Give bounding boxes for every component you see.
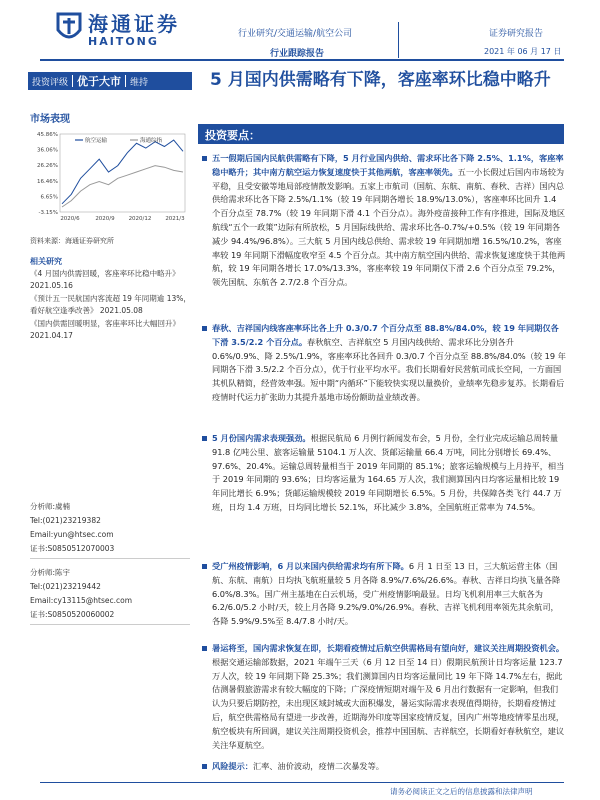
footer-disclaimer: 请务必阅读正文之后的信息披露和法律声明 (390, 787, 533, 796)
related-research-item[interactable] (30, 268, 195, 291)
series-line (62, 166, 183, 207)
related-research-date: 2021.05.08 (97, 305, 143, 315)
x-tick-label: 2020/6 (60, 216, 80, 222)
y-tick-label: 26.26% (37, 163, 58, 170)
point-body: 五一小长假过后国内市场较为平稳，且受安徽等地局部疫情散发影响。五家上市航司（国航、东航、南航、春秋、吉祥）国内总供给需求环比各下降 2.5%/1.1%（较 19 年同期各增长 18.9%/13.0%），客座率环比回升 1.4 个百分点至 78.7%（较 19 年同期下滑 4.1 个百分点）。海外疫苗接种工作有序推进，国际及地区航线“五个一政策”边际有所放松，5 月国际线供给、需求环比各-0.7%/+0.5%（较 19 年同期各减少 94.4%/96.8%）。三大航 5 月国内线总供给、需求较 19 年同期加增 16.5%/10.2%，客座率较 19 年同期下滑幅度收窄至 4.5 个百分点。其中南方航空国内供给、需求恢复速度快于其他两航，较 19 年同期各增长 17.0%/13.3%，客座率较 19 年同期仅下滑 2.6 个百分点至 79.2%，领先国航、东航各 2.7/2.8 个百分点。 (212, 166, 566, 288)
y-tick-label: 16.46% (37, 178, 58, 185)
haitong-logo-icon (54, 10, 84, 46)
point-lead: 5 月份国内需求表现强劲。 (212, 433, 311, 443)
rating-label: 投资评级 (32, 77, 69, 88)
analyst-email[interactable]: Email:cy13115@htsec.com (30, 596, 132, 605)
series-line (62, 140, 183, 204)
bullet-icon (202, 564, 207, 569)
analyst-block (30, 566, 195, 625)
header-rule (40, 59, 564, 61)
report-type: 行业跟踪报告 (270, 49, 325, 59)
analyst-divider (30, 624, 190, 625)
investment-point (212, 432, 566, 515)
point-lead: 春秋、吉祥国内线客座率环比各上升 0.3/0.7 个百分点至 88.8%/84.0%，较 19 年同期仅各下滑 3.5/2.2 个百分点。 (212, 323, 559, 347)
report-date: 2021 年 06 月 17 日 (484, 47, 562, 56)
legend-label: 航空运输 (85, 138, 108, 144)
investment-point (212, 152, 566, 290)
bullet-icon (202, 156, 207, 161)
analyst-email[interactable]: Email:yun@htsec.com (30, 530, 114, 539)
chart-source: 资料来源：海通证券研究所 (30, 237, 114, 245)
y-tick-label: 45.86% (37, 132, 58, 138)
point-body: 6 月 1 日至 13 日，三大航运营主体（国航、东航、南航）日均执飞航班量较 5 月各降 8.9%/7.6%/26.6%。春秋、吉祥日均执飞量各降 6.0%/8.3%。国广州主基地在白云机场，受广州疫情影响最显。日均飞机利用率三大航各为 6.2/6.0/5.2 小时/天，较上月各降 9.2%/9.0%/26.9%。春秋、吉祥飞机利用率领先其余航司，各降 5.9%/9.5%至 8.4/7.8 小时/天。 (212, 561, 561, 627)
point-lead: 风险提示： (212, 761, 253, 771)
report-category: 行业研究/交通运输/航空公司 (238, 29, 353, 39)
rating-bar (28, 72, 192, 90)
related-research-item[interactable] (30, 293, 195, 316)
bullet-icon (202, 646, 207, 651)
point-lead: 五一假期后国内民航供需略有下降，5 月行业国内供给、需求环比各下降 2.5%、1.1%，客座率稳中略升；其中南方航空运力恢复速度快于其他两航，客座率领先。 (212, 153, 564, 177)
related-research-title: 相关研究 (30, 257, 62, 266)
investment-point (212, 322, 566, 405)
header-divider (398, 22, 399, 58)
analyst-divider (30, 558, 190, 559)
report-label: 证券研究报告 (489, 29, 544, 39)
related-research-item[interactable] (30, 318, 195, 341)
bullet-icon (202, 764, 207, 769)
market-performance-chart (30, 124, 190, 224)
analyst-name: 分析师:虞楠 (30, 502, 71, 511)
analyst-tel: Tel:(021)23219442 (30, 582, 101, 591)
market-section-title: 市场表现 (30, 114, 70, 125)
x-tick-label: 2021/3 (165, 216, 185, 222)
point-body: 根据民航局 6 月例行新闻发布会，5 月份，全行业完成运输总周转量 91.8 亿吨公里、旅客运输量 5104.1 万人次、货邮运输量 66.4 万吨，同比分别增长 69.4%、97.6%、20.4%。运输总周转量相当于 2019 年同期的 85.1%；旅客运输规模与上月持平，相当于 2019 年同期的 93.6%；日均客运量为 164.65 万人次，我们测算国内日均客运量相比较 19 年同比增长 6.9%；货邮运输规模较 2019 年同期增长 6.5%。5 月份，共保障各类飞行 44.7 万班，日均 1.4 万班，日均同比增长 52.1%，环比减少 3.8%，全国航班正常率为 74.5%。 (212, 433, 565, 512)
rating-value: 优于大市 (77, 75, 122, 88)
legend-label: 海通综指 (140, 138, 163, 144)
related-research-list (30, 268, 195, 343)
related-research-text: 《预计五一民航国内客流超 19 年同期逾 13%，看好航空逢季改善》 (30, 294, 191, 315)
y-tick-label: -3.15% (38, 210, 58, 216)
investment-label: 投资要点： (205, 129, 260, 142)
analyst-cert: 证书:S0850520060002 (30, 610, 115, 619)
analyst-cert: 证书:S0850512070003 (30, 544, 115, 553)
y-tick-label: 36.06% (37, 147, 58, 154)
related-research-text: 《国内供需回暖明显，客座率环比大幅回升》 (30, 319, 180, 328)
investment-point (212, 760, 566, 774)
related-research-date: 2021.05.16 (30, 280, 73, 290)
logo-text-en: HAITONG (88, 35, 159, 48)
investment-point (212, 642, 566, 752)
analyst-name: 分析师:陈宇 (30, 568, 71, 577)
point-lead: 受广州疫情影响，6 月以来国内供给需求均有所下降。 (212, 561, 409, 571)
page-title: 5 月国内供需略有下降，客座率环比稳中略升 (210, 70, 551, 90)
investment-point (212, 560, 566, 629)
footer-rule (40, 782, 564, 783)
analyst-block (30, 500, 195, 559)
y-tick-label: 6.65% (40, 194, 58, 201)
analyst-tel: Tel:(021)23219382 (30, 516, 101, 525)
related-research-text: 《4 月国内供需回暖，客座率环比稳中略升》 (30, 269, 180, 278)
x-tick-label: 2020/12 (128, 216, 152, 222)
point-body: 春秋航空、吉祥航空 5 月国内线供给、需求环比分别各升 0.6%/0.9%、降 2.5%/1.9%，客座率环比各回升 0.3/0.7 个百分点至 88.8%/84.0%（较 19 年同期各下滑 3.5/2.2 个百分点），优于行业平均水平。我们长期看好民营航司成长空间，一方面国其机队精简，经营效率强。短中期“内循环”下能较快实现以量换价，业绩率先稳步复苏。长期看后疫情时代运力扩张助力其提升基地市场份额助益业绩改善。 (212, 336, 566, 402)
rating-status: 维持 (130, 77, 149, 88)
bullet-icon (202, 436, 207, 441)
point-lead: 暑运将至，国内需求恢复在即，长期看疫情过后航空供需格局有望向好，建议关注周期投资机会。 (212, 643, 565, 653)
logo-text-cn: 海通证券 (88, 12, 180, 36)
point-body: 根据交通运输部数据，2021 年端午三天（6 月 12 日至 14 日）假期民航预计日均客运量 123.7 万人次，较 19 年同期下降 25.3%；我们测算国内日均客运量同比 19 年下降 14.7%左右，据此估测暑假旅游需求有较大幅度的下降；广深疫情短期对端午及 6 月出行数据有一定影响，但我们认为只要后期防控，未出现区域封城或大面积爆发，暑运实际需求表现值得期待，长期看疫情过后，航空供需格局有望进一步改善，近期海外印度等国家疫情反复，国内广州等地疫情零星出现，航空板块有所回调，建议关注周期投资机会，推荐中国国航、吉祥航空，长期看好春秋航空，建议关注华夏航空。 (212, 656, 565, 750)
x-tick-label: 2020/9 (95, 216, 115, 222)
related-research-date: 2021.04.17 (30, 330, 73, 340)
point-body: 汇率、油价波动，疫情二次暴发等。 (252, 761, 384, 771)
bullet-icon (202, 326, 207, 331)
